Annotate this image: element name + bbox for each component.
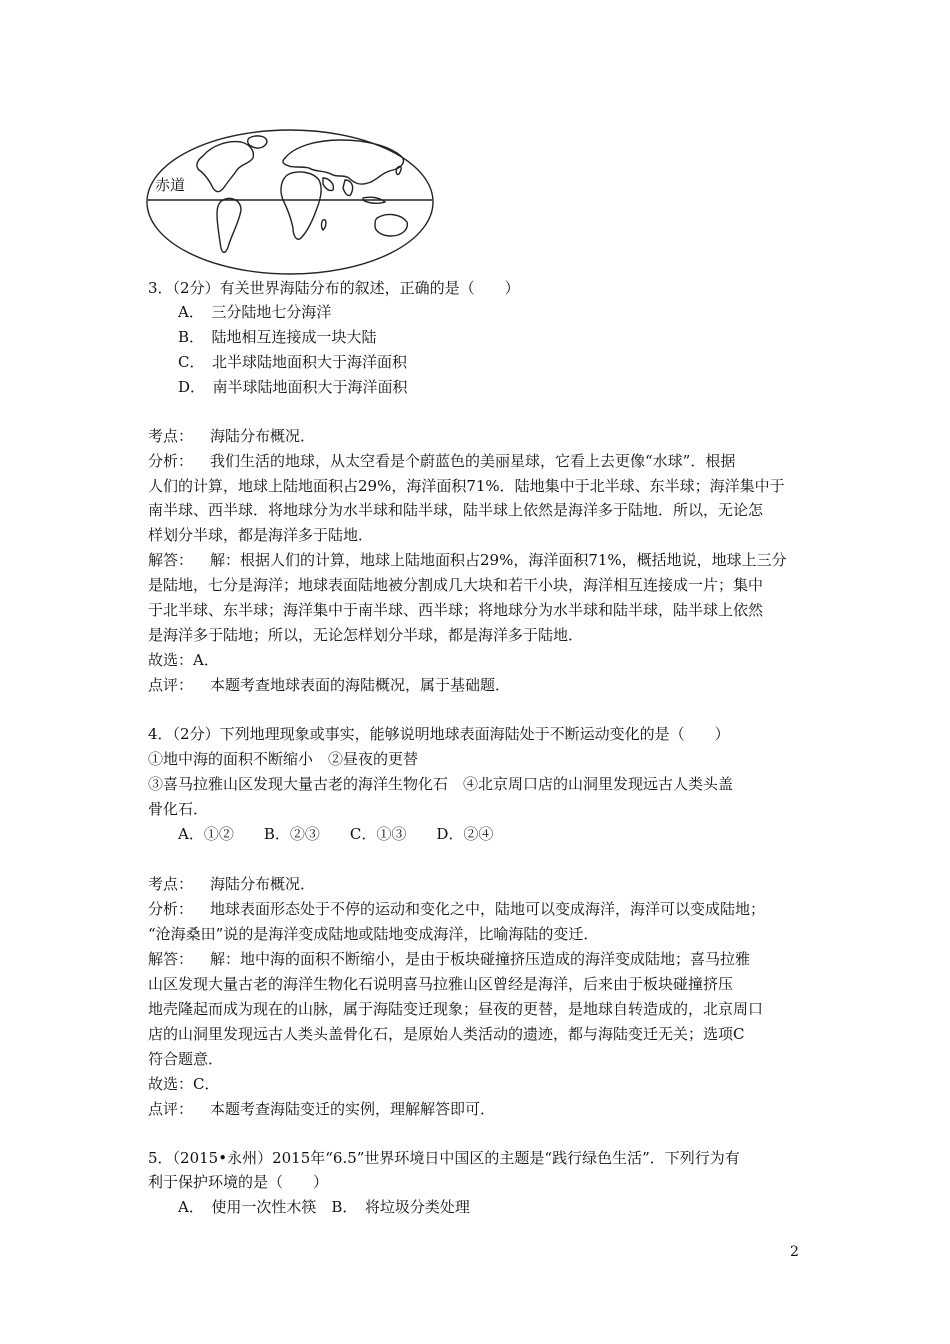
q4-item-line-3: 骨化石． <box>148 800 209 818</box>
eurasia-shape <box>283 140 404 184</box>
q3-fenxi-line-4: 样划分半球，都是海洋多于陆地． <box>148 526 374 544</box>
q4-kaodian <box>148 874 315 894</box>
q3-stem: 3．（2分）有关世界海陆分布的叙述，正确的是（ ） <box>148 279 520 297</box>
india-shape <box>343 180 353 196</box>
africa-shape <box>281 172 321 239</box>
q4-jieda-text: 解：地中海的面积不断缩小，是由于板块碰撞挤压造成的海洋变成陆地；喜马拉雅 <box>210 950 751 968</box>
q3-dianping <box>148 675 510 695</box>
south-america-shape <box>217 198 241 252</box>
q3-option-d: D． 南半球陆地面积大于海洋面积 <box>178 378 408 396</box>
q4-jieda-label: 解答： <box>148 950 194 968</box>
q3-option-b: B． 陆地相互连接成一块大陆 <box>178 328 377 346</box>
q4-fenxi-line-2: “沧海桑田”说的是海洋变成陆地或陆地变成海洋，比喻海陆的变迁． <box>148 925 599 943</box>
q3-jieda-line-1 <box>148 550 787 570</box>
q3-fenxi-text: 我们生活的地球，从太空看是个蔚蓝色的美丽星球，它看上去更像“水球”．根据 <box>210 452 736 470</box>
q4-jieda-line-2: 山区发现大量古老的海洋生物化石说明喜马拉雅山区曾经是海洋，后来由于板块碰撞挤压 <box>148 975 734 993</box>
q4-dianping <box>148 1099 495 1119</box>
q3-kaodian-label: 考点： <box>148 427 194 445</box>
q3-jieda-label: 解答： <box>148 551 194 569</box>
greenland-shape <box>248 136 267 148</box>
page-number: 2 <box>790 1244 799 1260</box>
q4-kaodian-label: 考点： <box>148 875 194 893</box>
q5-stem-line-1: 5．（2015•永州）2015年“6.5”世界环境日中国区的主题是“践行绿色生活”．下列行为有 <box>148 1149 740 1167</box>
q4-answer: 故选：C． <box>148 1075 220 1093</box>
q4-jieda-line-5: 符合题意． <box>148 1050 224 1068</box>
q3-option-a: A． 三分陆地七分海洋 <box>178 303 332 321</box>
world-map-figure <box>145 128 435 276</box>
q4-item-line-1: ①地中海的面积不断缩小 ②昼夜的更替 <box>148 750 419 768</box>
q4-stem: 4．（2分）下列地理现象或事实，能够说明地球表面海陆处于不断运动变化的是（ ） <box>148 725 730 743</box>
q3-fenxi-label: 分析： <box>148 452 194 470</box>
equator-label: 赤道 <box>155 176 186 194</box>
q3-jieda-line-3: 于北半球、东半球；海洋集中于南半球、西半球；将地球分为水半球和陆半球，陆半球上依然 <box>148 601 764 619</box>
q3-jieda-line-2: 是陆地，七分是海洋；地球表面陆地被分割成几大块和若干小块，海洋相互连接成一片；集中 <box>148 576 764 594</box>
q3-fenxi-line-3: 南半球、西半球．将地球分为水半球和陆半球，陆半球上依然是海洋多于陆地．所以，无论怎 <box>148 501 764 519</box>
q4-options: A．①② B．②③ C．①③ D．②④ <box>178 825 494 843</box>
map-outline <box>147 130 433 274</box>
q4-dianping-text: 本题考查海陆变迁的实例，理解解答即可． <box>210 1100 496 1118</box>
q3-jieda-text: 解：根据人们的计算，地球上陆地面积占29%，海洋面积71%，概括地说，地球上三分 <box>210 551 787 569</box>
q4-jieda-line-1 <box>148 949 750 969</box>
q3-dianping-label: 点评： <box>148 676 194 694</box>
q4-fenxi-line-1 <box>148 899 765 919</box>
north-america-shape <box>197 142 253 192</box>
q4-fenxi-label: 分析： <box>148 900 194 918</box>
q3-option-c: C． 北半球陆地面积大于海洋面积 <box>178 353 407 371</box>
madagascar-shape <box>322 220 327 230</box>
q3-jieda-line-4: 是海洋多于陆地；所以，无论怎样划分半球，都是海洋多于陆地． <box>148 626 584 644</box>
q3-kaodian-text: 海陆分布概况． <box>210 427 316 445</box>
q4-dianping-label: 点评： <box>148 1100 194 1118</box>
q4-jieda-line-4: 店的山洞里发现远古人类头盖骨化石，是原始人类活动的遗迹，都与海陆变迁无关；选项C <box>148 1025 745 1043</box>
q4-fenxi-text: 地球表面形态处于不停的运动和变化之中，陆地可以变成海洋，海洋可以变成陆地； <box>210 900 766 918</box>
q3-fenxi-line-1 <box>148 451 735 471</box>
q5-options: A． 使用一次性木筷 B． 将垃圾分类处理 <box>178 1198 470 1216</box>
q4-jieda-line-3: 地壳隆起而成为现在的山脉，属于海陆变迁现象；昼夜的更替，是地球自转造成的，北京周口 <box>148 1000 764 1018</box>
q3-answer: 故选：A． <box>148 651 219 669</box>
q4-item-line-2: ③喜马拉雅山区发现大量古老的海洋生物化石 ④北京周口店的山洞里发现远古人类头盖 <box>148 775 734 793</box>
q3-dianping-text: 本题考查地球表面的海陆概况，属于基础题． <box>210 676 511 694</box>
q5-stem-line-2: 利于保护环境的是（ ） <box>148 1173 329 1191</box>
q3-kaodian <box>148 426 315 446</box>
australia-shape <box>375 215 407 236</box>
arabia-shape <box>323 178 333 191</box>
q4-kaodian-text: 海陆分布概况． <box>210 875 316 893</box>
q3-fenxi-line-2: 人们的计算，地球上陆地面积占29%，海洋面积71%．陆地集中于北半球、东半球；海洋集中于 <box>148 477 785 495</box>
